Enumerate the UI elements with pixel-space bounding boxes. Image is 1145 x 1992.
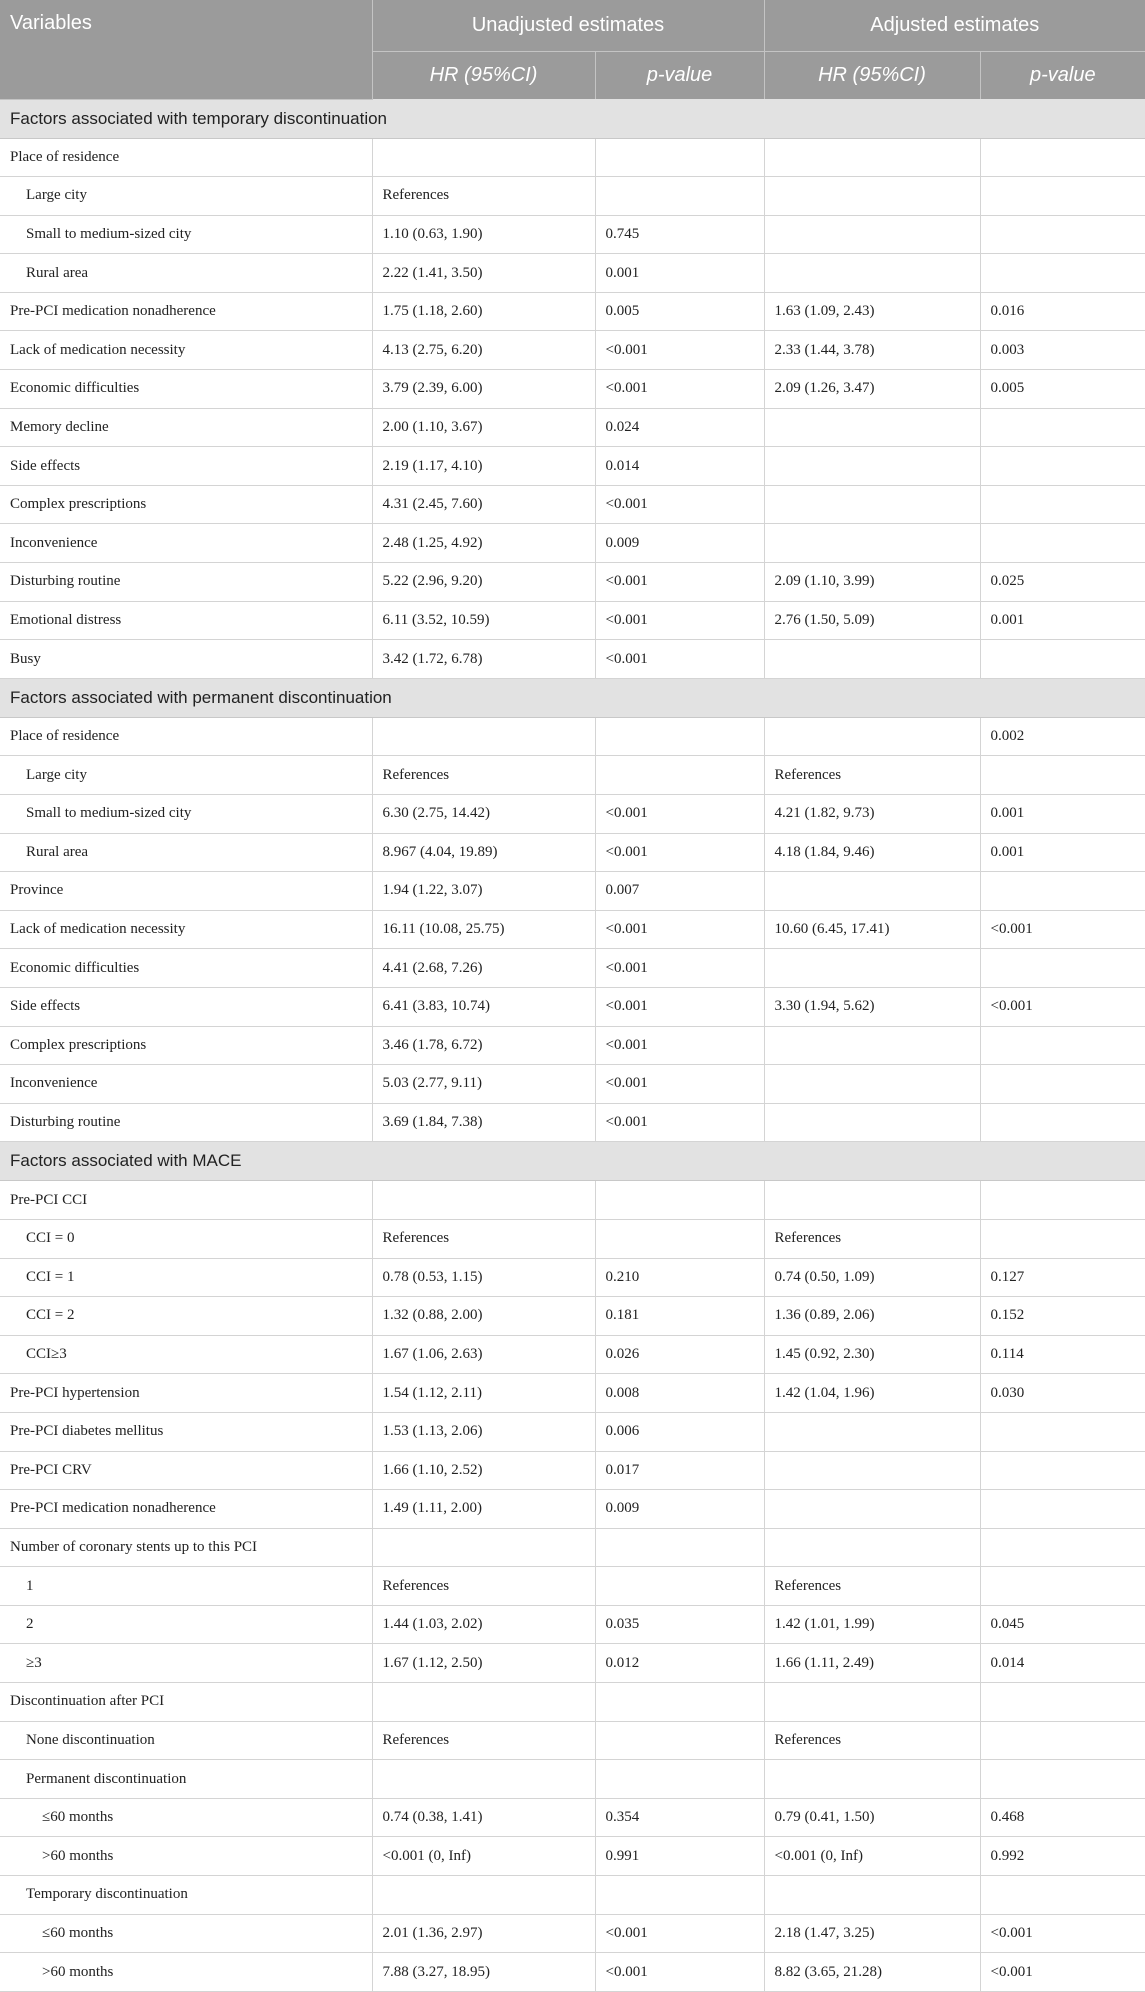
adjusted-pvalue-cell: 0.002 [980,717,1145,756]
unadjusted-pvalue-cell: <0.001 [595,1065,764,1104]
unadjusted-pvalue-cell: 0.017 [595,1451,764,1490]
table-row [0,1528,1145,1567]
adjusted-hr-cell: References [764,756,980,795]
table-row [0,1181,1145,1220]
table-row [0,331,1145,370]
unadjusted-hr-cell [372,138,595,177]
adjusted-hr-cell [764,872,980,911]
variable-cell: Pre-PCI medication nonadherence [0,1490,372,1529]
variable-cell: Large city [0,756,372,795]
adjusted-pvalue-cell: 0.045 [980,1605,1145,1644]
section-title: Factors associated with permanent discontinuation [0,678,1145,717]
adjusted-hr-cell: 1.63 (1.09, 2.43) [764,292,980,331]
unadjusted-pvalue-cell: <0.001 [595,949,764,988]
adjusted-pvalue-cell [980,1065,1145,1104]
unadjusted-hr-cell: References [372,1567,595,1606]
variable-cell: Economic difficulties [0,370,372,409]
adjusted-hr-cell: <0.001 (0, Inf) [764,1837,980,1876]
variable-cell: CCI = 0 [0,1219,372,1258]
unadjusted-hr-cell: 8.967 (4.04, 19.89) [372,833,595,872]
adjusted-hr-cell: References [764,1721,980,1760]
adjusted-hr-cell [764,138,980,177]
table-row [0,1335,1145,1374]
unadjusted-hr-cell: 7.88 (3.27, 18.95) [372,1953,595,1992]
table-row [0,1258,1145,1297]
variable-cell: Place of residence [0,138,372,177]
unadjusted-hr-cell: 2.00 (1.10, 3.67) [372,408,595,447]
adjusted-hr-cell [764,949,980,988]
adjusted-pvalue-cell: <0.001 [980,1953,1145,1992]
table-row [0,1605,1145,1644]
unadjusted-hr-cell: 16.11 (10.08, 25.75) [372,910,595,949]
adjusted-pvalue-cell [980,872,1145,911]
adjusted-hr-cell [764,485,980,524]
variable-cell: Pre-PCI medication nonadherence [0,292,372,331]
adjusted-pvalue-cell [980,1412,1145,1451]
adjusted-hr-cell: 8.82 (3.65, 21.28) [764,1953,980,1992]
unadjusted-pvalue-cell: 0.008 [595,1374,764,1413]
table-row [0,1798,1145,1837]
unadjusted-pvalue-cell: <0.001 [595,563,764,602]
unadjusted-hr-cell: 2.01 (1.36, 2.97) [372,1914,595,1953]
variable-cell: Inconvenience [0,1065,372,1104]
adjusted-pvalue-cell [980,524,1145,563]
unadjusted-hr-cell: 1.49 (1.11, 2.00) [372,1490,595,1529]
unadjusted-hr-cell: 3.79 (2.39, 6.00) [372,370,595,409]
unadjusted-hr-cell [372,1876,595,1915]
adjusted-pvalue-cell: 0.001 [980,833,1145,872]
unadjusted-hr-cell: 0.78 (0.53, 1.15) [372,1258,595,1297]
adjusted-pvalue-cell [980,1528,1145,1567]
variable-cell: Memory decline [0,408,372,447]
unadjusted-hr-cell: References [372,1721,595,1760]
unadjusted-pvalue-cell: <0.001 [595,987,764,1026]
adjusted-pvalue-cell [980,254,1145,293]
section-title: Factors associated with MACE [0,1142,1145,1181]
unadjusted-hr-cell: 1.54 (1.12, 2.11) [372,1374,595,1413]
table-row [0,370,1145,409]
variable-cell: Province [0,872,372,911]
unadjusted-pvalue-cell [595,717,764,756]
variable-cell: >60 months [0,1837,372,1876]
adjusted-pvalue-cell [980,447,1145,486]
unadjusted-pvalue-cell: <0.001 [595,1914,764,1953]
unadjusted-pvalue-cell [595,1219,764,1258]
adjusted-hr-header: HR (95%CI) [764,52,980,100]
table-row [0,872,1145,911]
adjusted-pvalue-cell [980,1760,1145,1799]
adjusted-pvalue-cell: 0.003 [980,331,1145,370]
table-row [0,1374,1145,1413]
adjusted-hr-cell: References [764,1219,980,1258]
table-row [0,833,1145,872]
table-row [0,485,1145,524]
variable-cell: 1 [0,1567,372,1606]
variable-cell: Side effects [0,447,372,486]
adjusted-hr-cell: 4.18 (1.84, 9.46) [764,833,980,872]
adjusted-pvalue-cell: 0.005 [980,370,1145,409]
unadjusted-pvalue-cell [595,1760,764,1799]
table-row [0,1567,1145,1606]
adjusted-hr-cell [764,717,980,756]
variable-cell: CCI = 1 [0,1258,372,1297]
adjusted-hr-cell [764,1103,980,1142]
table-row [0,1451,1145,1490]
unadjusted-hr-cell: 3.69 (1.84, 7.38) [372,1103,595,1142]
unadjusted-hr-cell: 1.32 (0.88, 2.00) [372,1297,595,1336]
unadjusted-pvalue-cell [595,1181,764,1220]
variable-cell: Emotional distress [0,601,372,640]
unadjusted-hr-cell: 1.10 (0.63, 1.90) [372,215,595,254]
unadjusted-hr-cell: 1.66 (1.10, 2.52) [372,1451,595,1490]
unadjusted-hr-cell: References [372,756,595,795]
table-row [0,1683,1145,1722]
adjusted-pvalue-cell [980,485,1145,524]
table-row [0,1297,1145,1336]
unadjusted-pvalue-cell: 0.009 [595,1490,764,1529]
adjusted-pvalue-cell [980,215,1145,254]
adjusted-hr-cell: 4.21 (1.82, 9.73) [764,795,980,834]
table-header [0,0,1145,99]
table-row [0,1065,1145,1104]
unadjusted-pvalue-cell: <0.001 [595,1026,764,1065]
unadjusted-hr-cell: <0.001 (0, Inf) [372,1837,595,1876]
variable-cell: Pre-PCI diabetes mellitus [0,1412,372,1451]
adjusted-hr-cell: 1.42 (1.04, 1.96) [764,1374,980,1413]
table-row [0,949,1145,988]
unadjusted-hr-cell [372,717,595,756]
variable-cell: Rural area [0,833,372,872]
adjusted-hr-cell [764,177,980,216]
adjusted-pvalue-cell: <0.001 [980,987,1145,1026]
adjusted-pvalue-cell: 0.992 [980,1837,1145,1876]
variable-cell: Pre-PCI CCI [0,1181,372,1220]
unadjusted-hr-cell: References [372,177,595,216]
section-title: Factors associated with temporary discontinuation [0,99,1145,138]
adjusted-pvalue-cell [980,1451,1145,1490]
variable-cell: Pre-PCI hypertension [0,1374,372,1413]
unadjusted-pvalue-cell: 0.006 [595,1412,764,1451]
table-row [0,1026,1145,1065]
variable-cell: Complex prescriptions [0,485,372,524]
adjusted-pvalue-cell [980,1683,1145,1722]
adjusted-hr-cell [764,447,980,486]
adjusted-pvalue-cell [980,1181,1145,1220]
table-row [0,1644,1145,1683]
variable-cell: Large city [0,177,372,216]
adjusted-hr-cell [764,408,980,447]
adjusted-hr-cell [764,524,980,563]
unadjusted-hr-cell: 1.53 (1.13, 2.06) [372,1412,595,1451]
variable-cell: Permanent discontinuation [0,1760,372,1799]
adjusted-pvalue-cell [980,1876,1145,1915]
adjusted-hr-cell: 0.79 (0.41, 1.50) [764,1798,980,1837]
unadjusted-hr-cell: 5.03 (2.77, 9.11) [372,1065,595,1104]
adjusted-hr-cell: 2.76 (1.50, 5.09) [764,601,980,640]
table-row [0,717,1145,756]
adjusted-pvalue-cell [980,1026,1145,1065]
unadjusted-pvalue-cell: 0.035 [595,1605,764,1644]
table-row [0,1412,1145,1451]
adjusted-pvalue-cell: 0.468 [980,1798,1145,1837]
adjusted-pvalue-cell [980,1103,1145,1142]
adjusted-hr-cell: 2.18 (1.47, 3.25) [764,1914,980,1953]
table-row [0,292,1145,331]
unadjusted-pvalue-cell [595,1528,764,1567]
table-row [0,795,1145,834]
adjusted-pvalue-cell [980,1567,1145,1606]
variable-cell: Inconvenience [0,524,372,563]
variable-cell: Complex prescriptions [0,1026,372,1065]
adjusted-hr-cell: 1.36 (0.89, 2.06) [764,1297,980,1336]
unadjusted-pvalue-cell [595,756,764,795]
table-row [0,138,1145,177]
variable-cell: CCI = 2 [0,1297,372,1336]
unadjusted-hr-cell [372,1528,595,1567]
variable-cell: Side effects [0,987,372,1026]
variable-cell: Busy [0,640,372,679]
table-row [0,215,1145,254]
adjusted-pvalue-cell: 0.016 [980,292,1145,331]
adjusted-pvalue-cell: 0.025 [980,563,1145,602]
unadjusted-pvalue-cell: <0.001 [595,910,764,949]
adjusted-hr-cell: 1.45 (0.92, 2.30) [764,1335,980,1374]
variable-cell: Discontinuation after PCI [0,1683,372,1722]
unadjusted-hr-cell: 2.22 (1.41, 3.50) [372,254,595,293]
adjusted-pvalue-header: p-value [980,52,1145,100]
adjusted-hr-cell: 10.60 (6.45, 17.41) [764,910,980,949]
adjusted-pvalue-cell [980,1490,1145,1529]
variable-cell: Lack of medication necessity [0,331,372,370]
unadjusted-pvalue-cell: <0.001 [595,640,764,679]
unadjusted-pvalue-cell: <0.001 [595,370,764,409]
table-row [0,524,1145,563]
unadjusted-hr-cell: 3.46 (1.78, 6.72) [372,1026,595,1065]
adjusted-pvalue-cell [980,756,1145,795]
variable-cell: ≤60 months [0,1914,372,1953]
unadjusted-pvalue-cell: 0.181 [595,1297,764,1336]
unadjusted-pvalue-cell: 0.210 [595,1258,764,1297]
unadjusted-pvalue-cell: 0.007 [595,872,764,911]
table-row [0,1837,1145,1876]
adjusted-hr-cell: 2.09 (1.10, 3.99) [764,563,980,602]
adjusted-pvalue-cell [980,408,1145,447]
variable-cell: None discontinuation [0,1721,372,1760]
unadjusted-hr-cell: 6.11 (3.52, 10.59) [372,601,595,640]
unadjusted-pvalue-cell [595,177,764,216]
unadjusted-pvalue-cell: 0.009 [595,524,764,563]
unadjusted-pvalue-cell: <0.001 [595,833,764,872]
unadjusted-hr-cell: 1.94 (1.22, 3.07) [372,872,595,911]
table-row [0,1721,1145,1760]
table-row [0,601,1145,640]
unadjusted-hr-cell: 4.41 (2.68, 7.26) [372,949,595,988]
adjusted-hr-cell [764,1451,980,1490]
unadjusted-pvalue-header: p-value [595,52,764,100]
unadjusted-hr-cell: 1.44 (1.03, 2.02) [372,1605,595,1644]
unadjusted-pvalue-cell [595,1876,764,1915]
table-row [0,1760,1145,1799]
adjusted-pvalue-cell [980,1721,1145,1760]
variable-cell: Temporary discontinuation [0,1876,372,1915]
unadjusted-pvalue-cell: 0.005 [595,292,764,331]
adjusted-header: Adjusted estimates [764,0,1145,52]
unadjusted-pvalue-cell: 0.991 [595,1837,764,1876]
adjusted-pvalue-cell [980,949,1145,988]
variable-cell: Number of coronary stents up to this PCI [0,1528,372,1567]
table-row [0,910,1145,949]
unadjusted-pvalue-cell [595,1567,764,1606]
adjusted-hr-cell [764,640,980,679]
table-row [0,254,1145,293]
adjusted-pvalue-cell: 0.114 [980,1335,1145,1374]
adjusted-hr-cell [764,1683,980,1722]
table-row [0,408,1145,447]
adjusted-pvalue-cell [980,138,1145,177]
unadjusted-hr-cell: 6.30 (2.75, 14.42) [372,795,595,834]
unadjusted-hr-cell: 1.67 (1.12, 2.50) [372,1644,595,1683]
unadjusted-pvalue-cell: 0.001 [595,254,764,293]
adjusted-hr-cell: 0.74 (0.50, 1.09) [764,1258,980,1297]
table-row [0,1219,1145,1258]
table-row [0,756,1145,795]
unadjusted-pvalue-cell: <0.001 [595,601,764,640]
variable-cell: Place of residence [0,717,372,756]
adjusted-pvalue-cell: 0.014 [980,1644,1145,1683]
adjusted-hr-cell: 2.33 (1.44, 3.78) [764,331,980,370]
unadjusted-hr-header: HR (95%CI) [372,52,595,100]
table-row [0,1876,1145,1915]
unadjusted-pvalue-cell: 0.026 [595,1335,764,1374]
unadjusted-pvalue-cell [595,1683,764,1722]
variables-header: Variables [0,0,372,99]
variable-cell: Pre-PCI CRV [0,1451,372,1490]
variable-cell: CCI≥3 [0,1335,372,1374]
unadjusted-pvalue-cell: <0.001 [595,1103,764,1142]
unadjusted-pvalue-cell [595,138,764,177]
unadjusted-pvalue-cell: <0.001 [595,795,764,834]
adjusted-hr-cell: 1.42 (1.01, 1.99) [764,1605,980,1644]
table-row [0,987,1145,1026]
table-row [0,447,1145,486]
unadjusted-hr-cell: 1.67 (1.06, 2.63) [372,1335,595,1374]
adjusted-pvalue-cell: 0.001 [980,601,1145,640]
variable-cell: Lack of medication necessity [0,910,372,949]
adjusted-hr-cell [764,1528,980,1567]
adjusted-hr-cell [764,1181,980,1220]
unadjusted-hr-cell [372,1760,595,1799]
table-row [0,1953,1145,1992]
adjusted-pvalue-cell: <0.001 [980,910,1145,949]
adjusted-pvalue-cell: 0.001 [980,795,1145,834]
section-header-row [0,678,1145,717]
adjusted-hr-cell [764,254,980,293]
unadjusted-pvalue-cell: 0.354 [595,1798,764,1837]
unadjusted-pvalue-cell: <0.001 [595,331,764,370]
variable-cell: Disturbing routine [0,1103,372,1142]
adjusted-pvalue-cell: 0.127 [980,1258,1145,1297]
adjusted-pvalue-cell: 0.030 [980,1374,1145,1413]
unadjusted-pvalue-cell: 0.745 [595,215,764,254]
section-header-row [0,1142,1145,1181]
adjusted-hr-cell: References [764,1567,980,1606]
adjusted-hr-cell: 1.66 (1.11, 2.49) [764,1644,980,1683]
variable-cell: Rural area [0,254,372,293]
table-row [0,1914,1145,1953]
unadjusted-pvalue-cell [595,1721,764,1760]
unadjusted-hr-cell: 2.19 (1.17, 4.10) [372,447,595,486]
table-row [0,1490,1145,1529]
variable-cell: Economic difficulties [0,949,372,988]
unadjusted-pvalue-cell: <0.001 [595,1953,764,1992]
adjusted-hr-cell [764,1876,980,1915]
adjusted-pvalue-cell [980,177,1145,216]
unadjusted-pvalue-cell: <0.001 [595,485,764,524]
table-row [0,1103,1145,1142]
adjusted-pvalue-cell: <0.001 [980,1914,1145,1953]
adjusted-pvalue-cell [980,640,1145,679]
adjusted-hr-cell [764,1760,980,1799]
table-row [0,640,1145,679]
variable-cell: >60 months [0,1953,372,1992]
adjusted-pvalue-cell [980,1219,1145,1258]
section-header-row [0,99,1145,138]
table-row [0,563,1145,602]
unadjusted-header: Unadjusted estimates [372,0,764,52]
variable-cell: Disturbing routine [0,563,372,602]
adjusted-hr-cell [764,1026,980,1065]
adjusted-hr-cell [764,1412,980,1451]
unadjusted-pvalue-cell: 0.024 [595,408,764,447]
adjusted-hr-cell [764,1065,980,1104]
unadjusted-pvalue-cell: 0.014 [595,447,764,486]
variable-cell: ≤60 months [0,1798,372,1837]
table-row [0,177,1145,216]
unadjusted-hr-cell: 1.75 (1.18, 2.60) [372,292,595,331]
adjusted-hr-cell [764,215,980,254]
unadjusted-hr-cell [372,1683,595,1722]
unadjusted-hr-cell: 2.48 (1.25, 4.92) [372,524,595,563]
unadjusted-hr-cell: 4.31 (2.45, 7.60) [372,485,595,524]
unadjusted-hr-cell: 0.74 (0.38, 1.41) [372,1798,595,1837]
variable-cell: 2 [0,1605,372,1644]
variable-cell: Small to medium-sized city [0,795,372,834]
unadjusted-hr-cell: 6.41 (3.83, 10.74) [372,987,595,1026]
variable-cell: Small to medium-sized city [0,215,372,254]
unadjusted-hr-cell: 3.42 (1.72, 6.78) [372,640,595,679]
variable-cell: ≥3 [0,1644,372,1683]
unadjusted-hr-cell: References [372,1219,595,1258]
unadjusted-hr-cell [372,1181,595,1220]
unadjusted-hr-cell: 4.13 (2.75, 6.20) [372,331,595,370]
adjusted-hr-cell [764,1490,980,1529]
table-body [0,99,1145,1991]
adjusted-hr-cell: 3.30 (1.94, 5.62) [764,987,980,1026]
adjusted-hr-cell: 2.09 (1.26, 3.47) [764,370,980,409]
adjusted-pvalue-cell: 0.152 [980,1297,1145,1336]
unadjusted-hr-cell: 5.22 (2.96, 9.20) [372,563,595,602]
unadjusted-pvalue-cell: 0.012 [595,1644,764,1683]
